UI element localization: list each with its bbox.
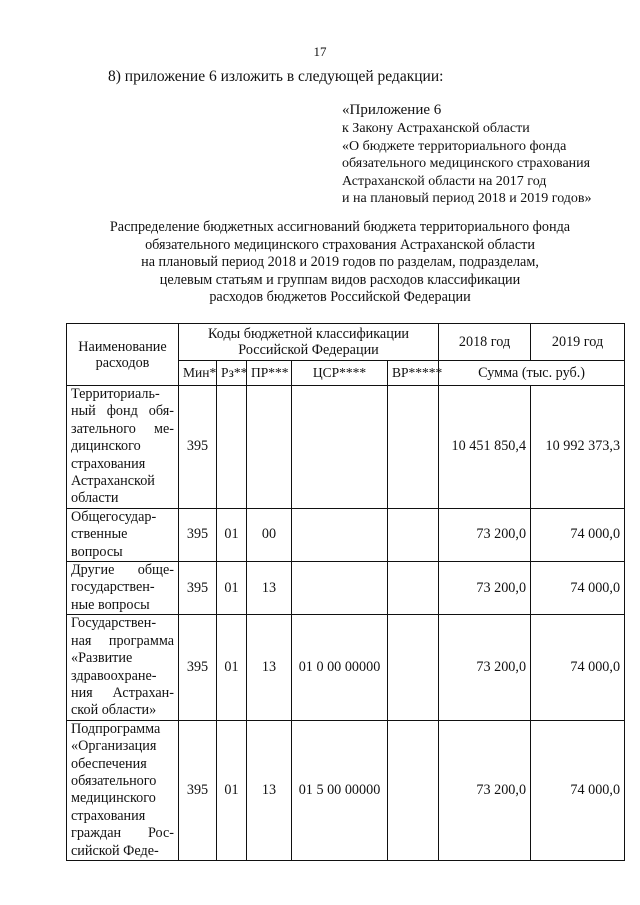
row-sum-2019: 10 992 373,3 xyxy=(531,386,625,509)
heading-line: расходов бюджетов Российской Федерации xyxy=(209,289,471,306)
row-name: Подпрограмма «Организация обеспечения обязательного медицинского страхования граждан Рос-сийской Феде- xyxy=(67,720,179,860)
row-pr: 13 xyxy=(247,615,292,720)
table-heading xyxy=(70,219,610,307)
row-name: Государствен-ная программа «Развитие здравоохране-ния Астрахан-ской области» xyxy=(67,615,179,720)
row-vr xyxy=(388,508,439,561)
row-vr xyxy=(388,562,439,615)
budget-table xyxy=(66,323,625,861)
table-row xyxy=(67,508,625,561)
column-header-codes: Коды бюджетной классификации Российской Федерации xyxy=(179,324,439,361)
row-rz: 01 xyxy=(217,562,247,615)
page-number: 17 xyxy=(313,44,327,59)
appendix-reference xyxy=(342,101,592,208)
row-sum-2019: 74 000,0 xyxy=(531,562,625,615)
row-csr xyxy=(292,386,388,509)
row-sum-2018: 73 200,0 xyxy=(439,562,531,615)
appendix-line: Астраханской области на 2017 год xyxy=(342,173,547,189)
appendix-title: «Приложение 6 xyxy=(342,102,442,118)
row-rz: 01 xyxy=(217,720,247,860)
row-csr xyxy=(292,508,388,561)
column-header-csr: ЦСР**** xyxy=(292,361,388,386)
row-min: 395 xyxy=(179,508,217,561)
row-min: 395 xyxy=(179,615,217,720)
row-vr xyxy=(388,386,439,509)
intro-text: 8) приложение 6 изложить в следующей редакции: xyxy=(108,68,444,85)
row-sum-2019: 74 000,0 xyxy=(531,508,625,561)
row-name: Другие обще-государствен-ные вопросы xyxy=(67,562,179,615)
row-rz: 01 xyxy=(217,508,247,561)
appendix-line: и на плановый период 2018 и 2019 годов» xyxy=(342,191,592,207)
row-name: Территориаль-ный фонд обя-зательного ме-дицинского страхования Астраханской области xyxy=(67,386,179,509)
row-csr: 01 0 00 00000 xyxy=(292,615,388,720)
row-sum-2018: 73 200,0 xyxy=(439,508,531,561)
column-header-rz: Рз** xyxy=(217,361,247,386)
heading-line: целевым статьям и группам видов расходов классификации xyxy=(159,271,521,288)
row-sum-2018: 73 200,0 xyxy=(439,615,531,720)
row-min: 395 xyxy=(179,562,217,615)
row-pr: 00 xyxy=(247,508,292,561)
row-pr: 13 xyxy=(247,562,292,615)
table-row xyxy=(67,615,625,720)
row-vr xyxy=(388,615,439,720)
column-header-2019: 2019 год xyxy=(531,324,625,361)
heading-line: Распределение бюджетных ассигнований бюджета территориального фонда xyxy=(109,219,571,235)
row-sum-2018: 10 451 850,4 xyxy=(439,386,531,509)
table-row xyxy=(67,386,625,509)
column-header-2018: 2018 год xyxy=(439,324,531,361)
row-min: 395 xyxy=(179,386,217,509)
column-header-sum: Сумма (тыс. руб.) xyxy=(439,361,625,386)
appendix-line: к Закону Астраханской области xyxy=(342,121,530,136)
row-pr: 13 xyxy=(247,720,292,860)
row-sum-2019: 74 000,0 xyxy=(531,615,625,720)
heading-line: обязательного медицинского страхования Астраханской области xyxy=(145,236,535,253)
row-csr: 01 5 00 00000 xyxy=(292,720,388,860)
row-sum-2019: 74 000,0 xyxy=(531,720,625,860)
row-csr xyxy=(292,562,388,615)
row-rz: 01 xyxy=(217,615,247,720)
appendix-line: «О бюджете территориального фонда xyxy=(342,138,567,154)
row-sum-2018: 73 200,0 xyxy=(439,720,531,860)
row-vr xyxy=(388,720,439,860)
row-pr xyxy=(247,386,292,509)
header-row xyxy=(67,324,625,361)
row-rz xyxy=(217,386,247,509)
heading-line: на плановый период 2018 и 2019 годов по разделам, подразделам, xyxy=(141,254,539,271)
appendix-line: обязательного медицинского страхования xyxy=(342,156,591,172)
column-header-min: Мин* xyxy=(179,361,217,386)
column-header-name: Наименование расходов xyxy=(67,324,179,386)
row-min: 395 xyxy=(179,720,217,860)
table-row xyxy=(67,720,625,860)
column-header-pr: ПР*** xyxy=(247,361,292,386)
column-header-vr: ВР***** xyxy=(388,361,439,386)
table-row xyxy=(67,562,625,615)
row-name: Общегосудар-ственные вопросы xyxy=(67,508,179,561)
